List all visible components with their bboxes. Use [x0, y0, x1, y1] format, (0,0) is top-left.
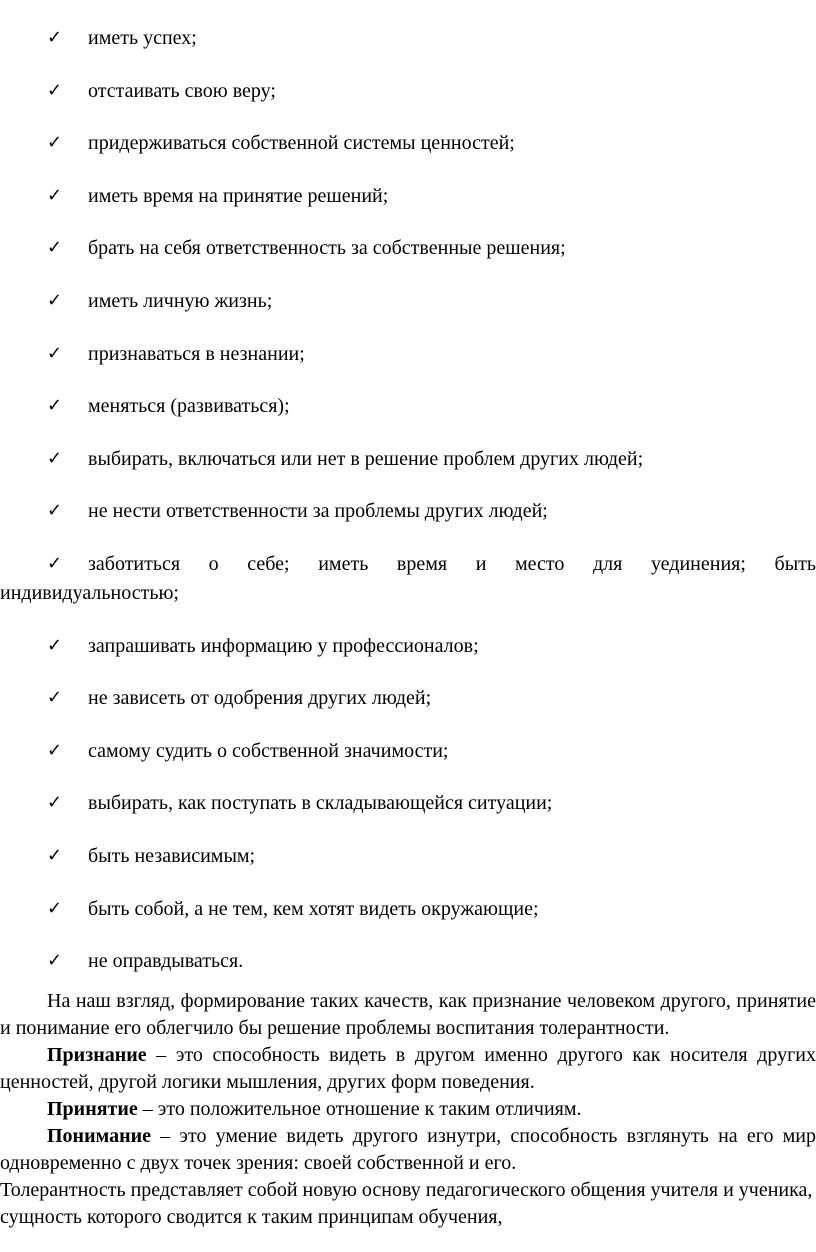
list-item-text: быть собой, а не тем, кем хотят видеть окружающие; — [88, 897, 539, 920]
list-item-text: признаваться в незнании; — [88, 342, 305, 365]
checkmark-icon: ✓ — [47, 687, 63, 709]
term-recognition: Признание — [47, 1044, 147, 1066]
list-item — [0, 183, 816, 209]
list-item-text: иметь успех; — [88, 27, 197, 49]
paragraph: На наш взгляд, формирование таких качеств, как признание человеком другого, принятие и понимание его облегчило бы решение проблемы воспитания толерантности. — [0, 990, 816, 1039]
checkmark-icon: ✓ — [47, 395, 63, 417]
checkmark-icon: ✓ — [47, 950, 63, 972]
checkmark-icon: ✓ — [47, 79, 63, 101]
list-item-line — [0, 551, 816, 577]
list-item-text: самому судить о собственной значимости; — [88, 739, 449, 762]
list-item — [0, 843, 816, 869]
list-item-text: заботиться о себе; иметь время и место для уединения; быть — [88, 552, 816, 575]
checkmark-icon: ✓ — [47, 342, 63, 364]
checkmark-icon: ✓ — [47, 132, 63, 154]
definition-text: – это способность видеть в другом именно другого как носителя других ценностей, другой логики мышления, других форм поведения. — [0, 1044, 816, 1093]
list-item — [0, 288, 816, 314]
list-item — [0, 235, 816, 261]
checkmark-icon: ✓ — [47, 237, 63, 259]
list-item — [0, 341, 816, 367]
list-item — [0, 551, 816, 606]
list-item — [0, 896, 816, 922]
list-item-text: иметь время на принятие решений; — [88, 184, 389, 207]
term-acceptance: Принятие — [47, 1098, 138, 1120]
definition-text: – это умение видеть другого изнутри, способность взглянуть на его мир одновременно с двух точек зрения: своей собственной и его. — [0, 1125, 816, 1174]
paragraph — [0, 1042, 816, 1096]
checkmark-icon: ✓ — [47, 184, 63, 206]
checkmark-icon: ✓ — [47, 552, 63, 574]
list-item-text: придерживаться собственной системы ценностей; — [88, 132, 515, 155]
list-item — [0, 78, 816, 104]
term-understanding: Понимание — [47, 1125, 152, 1147]
definition-text: – это положительное отношение к таким отличиям. — [137, 1098, 582, 1120]
list-item — [0, 393, 816, 419]
list-item-text: не нести ответственности за проблемы других людей; — [88, 500, 548, 523]
body-text — [0, 988, 816, 1231]
checkmark-icon: ✓ — [47, 289, 63, 311]
list-item-text: запрашивать информацию у профессионалов; — [88, 634, 479, 657]
list-item-text: быть независимым; — [88, 844, 256, 867]
list-item — [0, 948, 816, 974]
list-item-text: отстаивать свою веру; — [88, 79, 276, 102]
list-item — [0, 498, 816, 524]
list-item-text: не зависеть от одобрения других людей; — [88, 687, 432, 710]
list-item — [0, 130, 816, 156]
list-item — [0, 25, 816, 51]
checkmark-icon: ✓ — [47, 897, 63, 919]
list-item-continuation: индивидуальностью; — [0, 581, 179, 604]
checkmark-icon: ✓ — [47, 500, 63, 522]
paragraph — [0, 1096, 816, 1123]
list-item — [0, 446, 816, 472]
checkmark-icon: ✓ — [47, 844, 63, 866]
checkmark-icon: ✓ — [47, 634, 63, 656]
list-item-text: иметь личную жизнь; — [88, 289, 273, 312]
rights-checklist — [0, 25, 816, 1001]
checkmark-icon: ✓ — [47, 792, 63, 814]
list-item — [0, 633, 816, 659]
list-item — [0, 738, 816, 764]
checkmark-icon: ✓ — [47, 447, 63, 469]
checkmark-icon: ✓ — [47, 739, 63, 761]
list-item-text: меняться (развиваться); — [88, 395, 290, 418]
list-item-text: брать на себя ответственность за собственные решения; — [88, 237, 566, 260]
list-item-text: не оправдываться. — [88, 950, 244, 973]
list-item-text: выбирать, как поступать в складывающейся ситуации; — [88, 792, 553, 815]
list-item — [0, 790, 816, 816]
paragraph — [0, 1123, 816, 1177]
list-item — [0, 685, 816, 711]
list-item-text: выбирать, включаться или нет в решение проблем других людей; — [88, 447, 644, 470]
paragraph: Толерантность представляет собой новую основу педагогического общения учителя и ученика, сущность которого сводится к таким принципам обучения, — [0, 1179, 813, 1228]
checkmark-icon: ✓ — [47, 27, 63, 48]
